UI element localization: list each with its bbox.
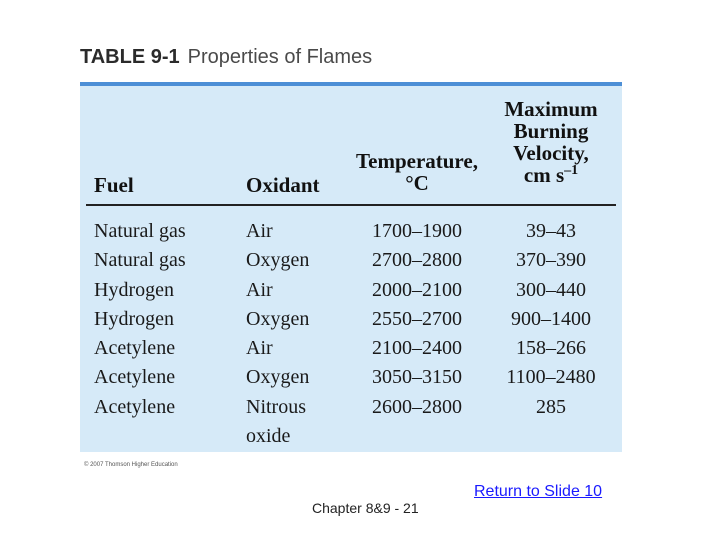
cell-velocity: 285 <box>536 395 566 418</box>
cell-oxidant: Oxygen <box>246 249 310 272</box>
header-velocity-line3: Velocity, <box>513 141 589 165</box>
cell-oxidant: Air <box>246 220 273 242</box>
cell-fuel: Acetylene <box>94 366 176 389</box>
header-temperature <box>350 150 484 194</box>
cell-oxidant: Air <box>246 337 273 360</box>
cell-temperature: 2700–2800 <box>372 249 462 272</box>
table-row <box>80 219 622 248</box>
return-to-slide-link[interactable]: Return to Slide 10 <box>474 483 603 500</box>
table-number: TABLE 9-1 <box>80 46 180 68</box>
cell-temperature: 2100–2400 <box>372 337 462 360</box>
table-row <box>80 307 622 336</box>
cell-oxidant: Oxygen <box>246 307 310 330</box>
copyright-notice: © 2007 Thomson Higher Education <box>84 462 178 468</box>
header-velocity <box>498 98 604 186</box>
table-row <box>80 365 622 394</box>
table-row <box>80 248 622 277</box>
cell-fuel: Acetylene <box>94 337 176 360</box>
header-fuel: Fuel <box>94 173 134 197</box>
header-velocity-line2: Burning <box>513 119 589 143</box>
header-temperature-line1: Temperature, <box>356 149 478 173</box>
header-velocity-exponent: –1 <box>564 163 579 178</box>
cell-temperature: 1700–1900 <box>372 220 462 242</box>
cell-fuel: Natural gas <box>94 220 186 242</box>
table-row <box>80 424 622 453</box>
table-title <box>80 46 372 69</box>
header-velocity-line1: Maximum <box>504 97 598 121</box>
cell-velocity: 39–43 <box>526 220 576 242</box>
cell-temperature: 2550–2700 <box>372 307 462 330</box>
header-temperature-line2: °C <box>405 171 429 195</box>
cell-velocity: 158–266 <box>516 337 586 360</box>
cell-oxidant: oxide <box>246 425 291 448</box>
table-name: Properties of Flames <box>187 46 373 68</box>
cell-fuel: Hydrogen <box>94 278 174 301</box>
cell-oxidant: Air <box>246 278 273 301</box>
cell-velocity: 300–440 <box>516 278 586 301</box>
table-body <box>80 219 622 453</box>
cell-oxidant: Nitrous <box>246 395 306 418</box>
cell-temperature: 3050–3150 <box>372 366 462 389</box>
header-oxidant: Oxidant <box>246 173 320 197</box>
cell-velocity: 1100–2480 <box>506 366 596 389</box>
header-velocity-line4 <box>498 164 604 186</box>
table-row <box>80 336 622 365</box>
cell-velocity: 900–1400 <box>511 307 591 330</box>
table-row <box>80 395 622 424</box>
header-rule <box>86 204 616 206</box>
cell-velocity: 370–390 <box>516 249 586 272</box>
cell-fuel: Hydrogen <box>94 307 174 330</box>
table-row <box>80 278 622 307</box>
cell-fuel: Natural gas <box>94 249 186 272</box>
table-panel <box>80 86 622 452</box>
slide-number-label: Chapter 8&9 - 21 <box>312 500 419 516</box>
header-velocity-unit: cm s <box>523 163 565 187</box>
cell-fuel: Acetylene <box>94 395 176 418</box>
cell-oxidant: Oxygen <box>246 366 310 389</box>
cell-temperature: 2600–2800 <box>372 395 462 418</box>
cell-temperature: 2000–2100 <box>372 278 462 301</box>
